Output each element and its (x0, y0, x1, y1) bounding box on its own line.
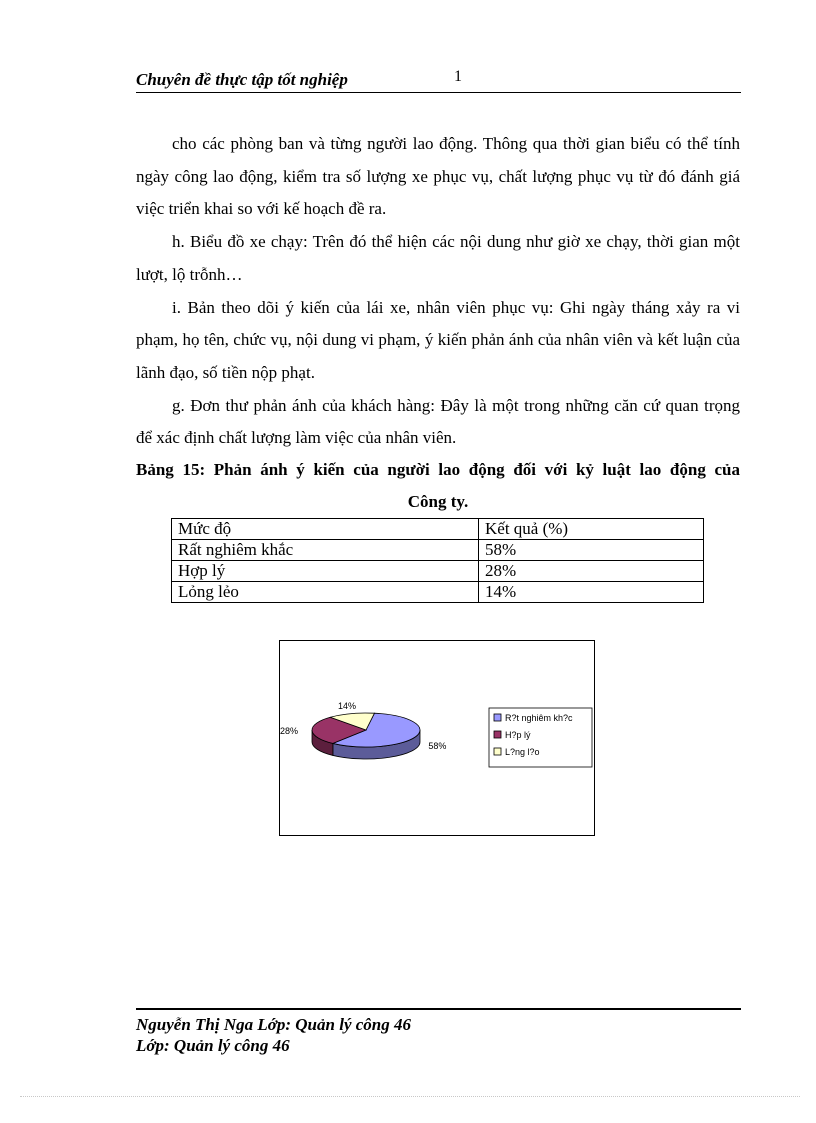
table-header-cell: Mức độ (172, 519, 479, 540)
legend-label: R?t nghiêm kh?c (505, 713, 573, 723)
caption-line-1: Bảng 15: Phản ánh ý kiến của người lao động đối với kỷ luật lao động của (136, 460, 740, 479)
table-cell: Lỏng lẻo (172, 582, 479, 603)
legend-swatch (494, 748, 501, 755)
table-cell: 14% (479, 582, 704, 603)
pie-data-label: 58% (428, 740, 447, 751)
table-header-cell: Kết quả (%) (479, 519, 704, 540)
page-header (136, 67, 741, 93)
pie-data-label: 14% (338, 700, 357, 711)
table-row (172, 540, 704, 561)
page-bottom-border (20, 1096, 800, 1097)
legend-label: H?p lý (505, 730, 531, 740)
paragraph: i. Bản theo dõi ý kiến của lái xe, nhân viên phục vụ: Ghi ngày tháng xảy ra vi phạm, họ tên, chức vụ, nội dung vi phạm, ý kiến phản ánh của nhân viên và kết luận của lãnh đạo, số tiền nộp phạt. (136, 297, 740, 382)
legend-swatch (494, 714, 501, 721)
header-title: Chuyên đề thực tập tốt nghiệp (136, 70, 348, 89)
page-number: 1 (454, 68, 462, 85)
table-header-row (172, 519, 704, 540)
table-caption (136, 454, 740, 518)
pie-chart-canvas (280, 641, 596, 837)
legend-label: L?ng l?o (505, 747, 540, 757)
table-cell: 58% (479, 540, 704, 561)
results-table (171, 518, 704, 603)
caption-line-2: Công ty. (407, 492, 469, 511)
paragraph: g. Đơn thư phản ánh của khách hàng: Đây là một trong những căn cứ quan trọng để xác định chất lượng làm việc của nhân viên. (136, 395, 740, 448)
paragraph: h. Biểu đồ xe chạy: Trên đó thể hiện các nội dung như giờ xe chạy, thời gian một lượt, lộ trỗnh… (136, 232, 740, 284)
body-text (136, 128, 740, 455)
pie-data-label: 28% (280, 725, 299, 736)
table-row (172, 582, 704, 603)
legend-swatch (494, 731, 501, 738)
pie-chart (279, 640, 595, 836)
page-footer (136, 1008, 741, 1056)
table-cell: Hợp lý (172, 561, 479, 582)
table-cell: 28% (479, 561, 704, 582)
table-row (172, 561, 704, 582)
paragraph: cho các phòng ban và từng người lao động. Thông qua thời gian biểu có thể tính ngày công lao động, kiểm tra số lượng xe phục vụ, chất lượng phục vụ từ đó đánh giá việc triển khai so với kế hoạch đề ra. (136, 134, 740, 219)
footer-author: Nguyễn Thị Nga Lớp: Quản lý công 46 (136, 1015, 411, 1034)
table-cell: Rất nghiêm khắc (172, 540, 479, 561)
footer-class: Lớp: Quản lý công 46 (136, 1036, 290, 1055)
